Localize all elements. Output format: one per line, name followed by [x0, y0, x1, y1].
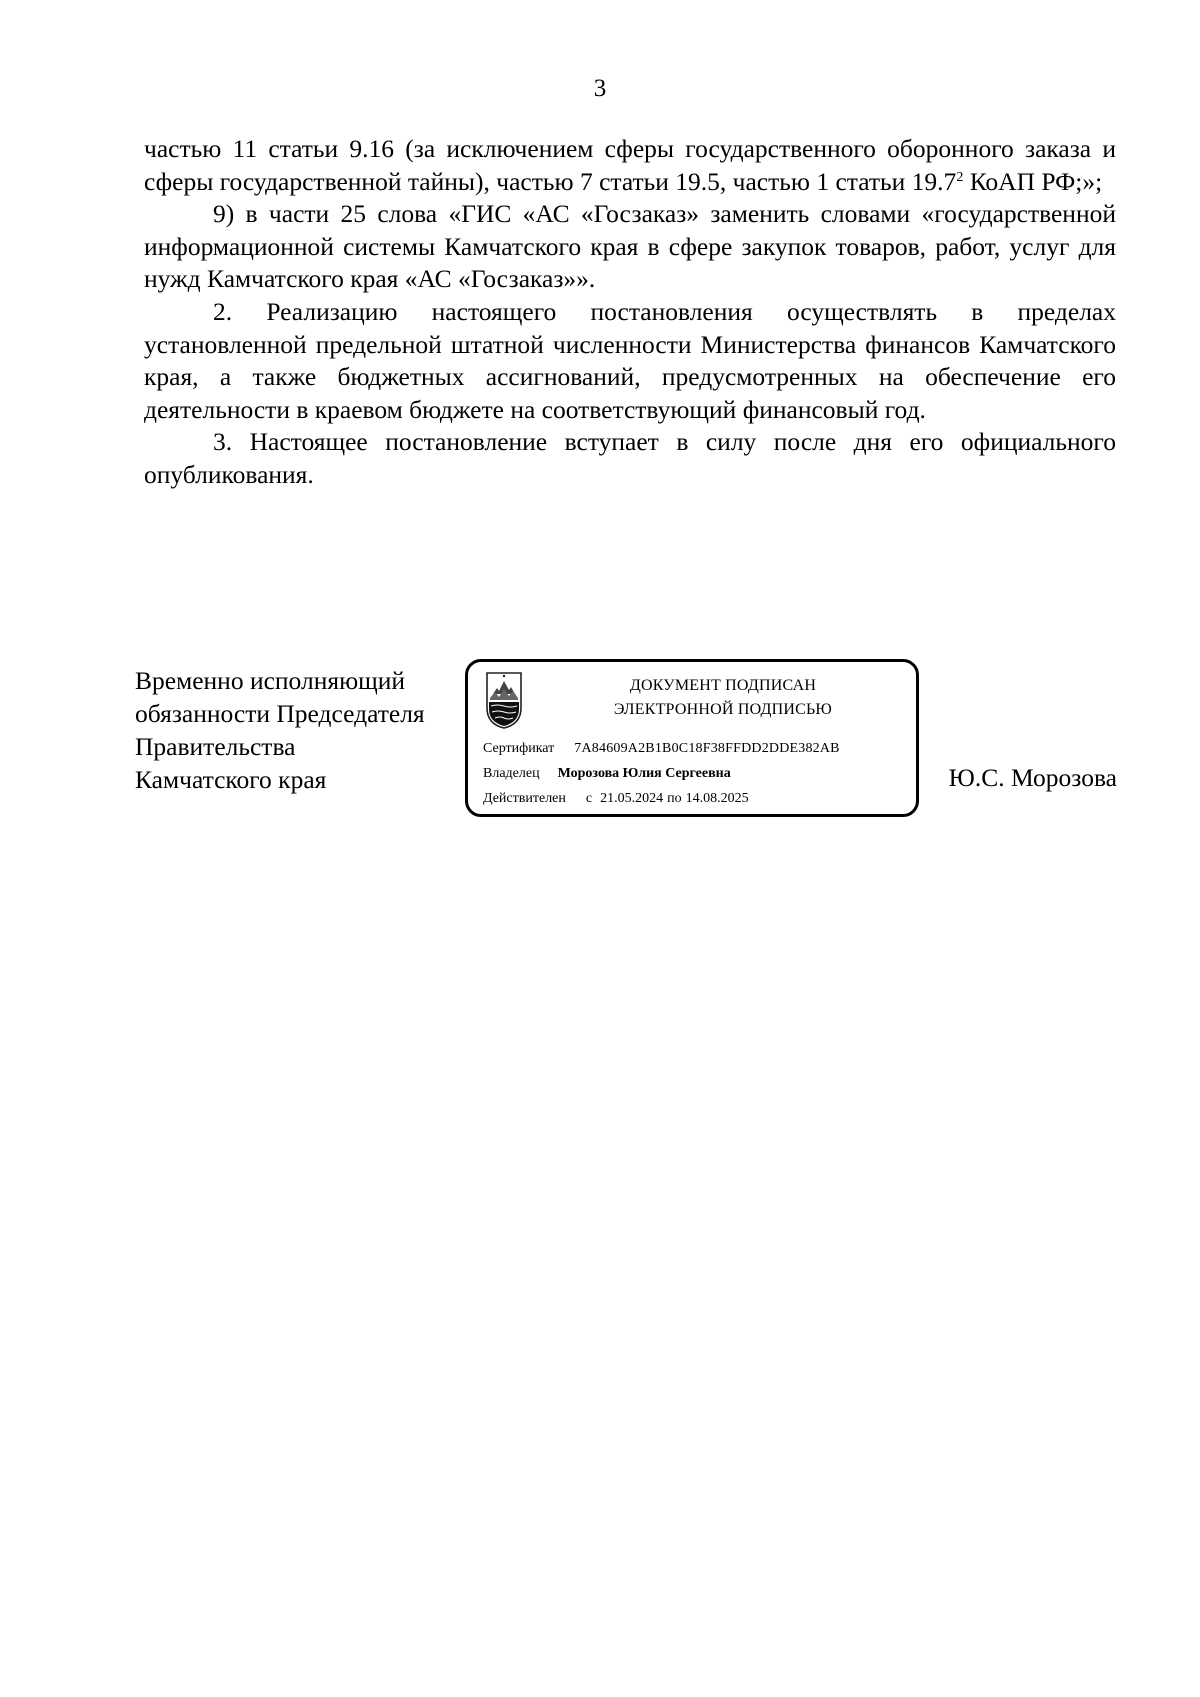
- position-line: Правительства: [135, 732, 296, 761]
- position-line: Камчатского края: [135, 765, 327, 794]
- paragraph-tail: КоАП РФ;»;: [963, 166, 1103, 196]
- paragraph-text: частью 11 статьи 9.16 (за исключением сферы государственного оборонного заказа и сферы государственной тайны), частью 7 статьи 19.5, частью 1 статьи 19.7: [144, 134, 1116, 196]
- signatory-name: Ю.С. Морозова: [948, 763, 1117, 792]
- electronic-signature-stamp: [465, 659, 919, 817]
- validity-to-date: 14.08.2025: [685, 791, 749, 806]
- paragraph-item-9: 9) в части 25 слова «ГИС «АС «Госзаказ» заменить словами «государственной информационной системы Камчатского края в сфере закупок товаров, работ, услуг для нужд Камчатского края «АС «Госзаказ»».: [144, 199, 1116, 294]
- position-line: обязанности Председателя: [135, 699, 425, 728]
- paragraph-continuation: [144, 133, 1116, 198]
- paragraph-item-2: 2. Реализацию настоящего постановления осуществлять в пределах установленной предельной штатной численности Министерства финансов Камчатского края, а также бюджетных ассигнований, предусмотренных на обеспечение его деятельности в краевом бюджете на соответствующий финансовый год.: [144, 296, 1116, 424]
- paragraph-item-3: 3. Настоящее постановление вступает в силу после дня его официального опубликования.: [144, 427, 1116, 489]
- validity-to-word: по: [667, 791, 682, 806]
- owner-row: [483, 765, 731, 783]
- stamp-title-line: ЭЛЕКТРОННОЙ ПОДПИСЬЮ: [613, 701, 833, 718]
- validity-label: Действителен: [483, 791, 566, 806]
- validity-from-word: с: [585, 791, 593, 806]
- validity-row: [483, 790, 749, 808]
- document-body: [144, 133, 1116, 492]
- page-number: 3: [593, 75, 607, 102]
- validity-from-date: 21.05.2024: [600, 791, 664, 806]
- stamp-title-line: ДОКУМЕНТ ПОДПИСАН: [629, 677, 817, 694]
- certificate-row: [483, 740, 840, 758]
- position-line: Временно исполняющий: [135, 666, 406, 695]
- certificate-label: Сертификат: [483, 741, 555, 756]
- owner-label: Владелец: [483, 766, 540, 781]
- certificate-value: 7A84609A2B1B0C18F38FFDD2DDE382AB: [574, 741, 840, 756]
- kamchatka-coat-of-arms-icon: [483, 670, 525, 730]
- superscript: 2: [956, 169, 964, 185]
- stamp-title: [528, 674, 918, 722]
- signatory-position: [135, 664, 465, 796]
- owner-value: Морозова Юлия Сергеевна: [557, 766, 731, 781]
